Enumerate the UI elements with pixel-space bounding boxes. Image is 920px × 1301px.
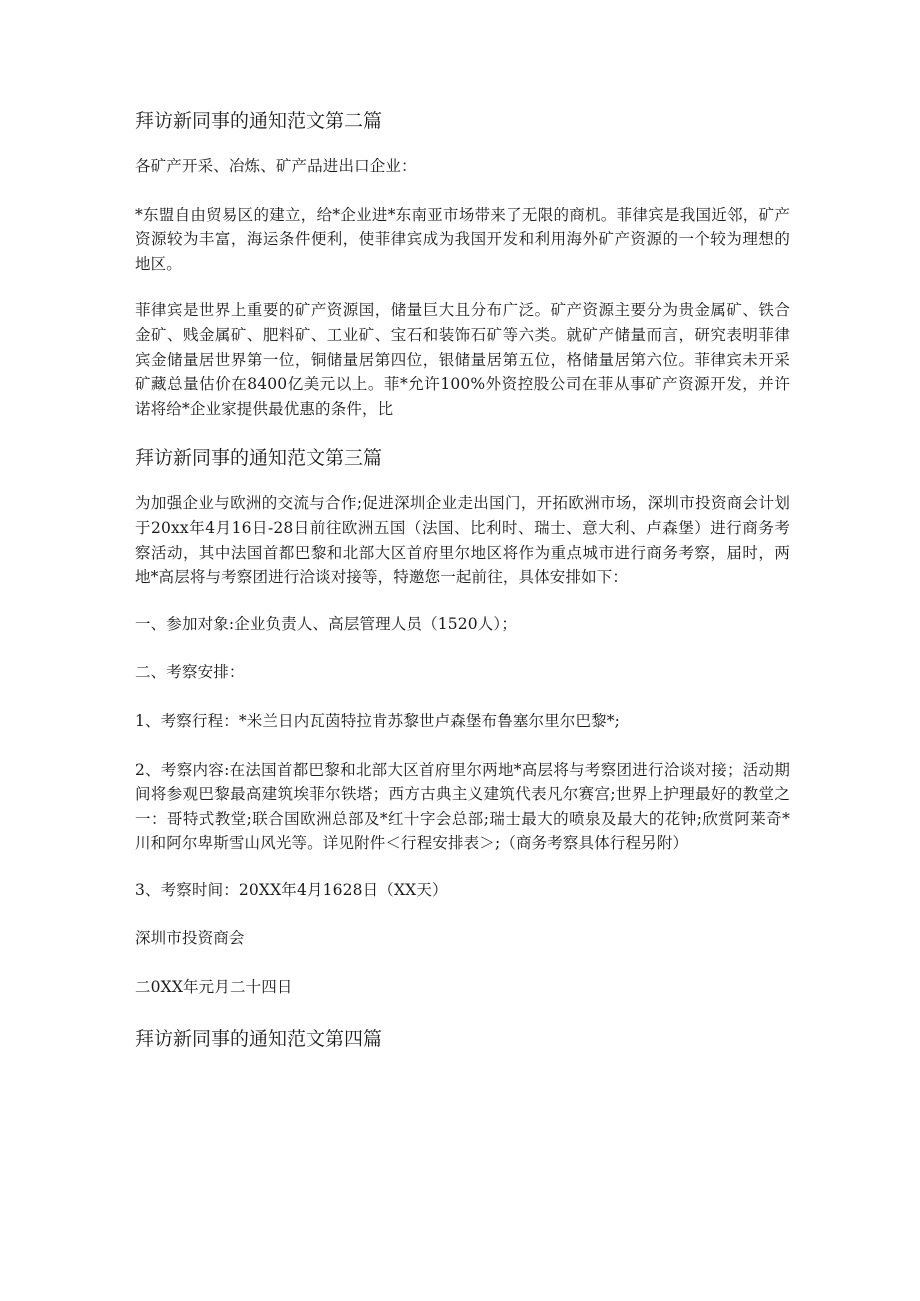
section-heading: 拜访新同事的通知范文第二篇 (135, 110, 383, 132)
list-item: 1、考察行程：*米兰日内瓦茵特拉肯苏黎世卢森堡布鲁塞尔里尔巴黎*; (135, 711, 621, 730)
section-third (135, 443, 790, 999)
document-page (135, 106, 790, 1072)
paragraph: 为加强企业与欧洲的交流与合作;促进深圳企业走出国门，开拓欧洲市场，深圳市投资商会计划于20xx年4月16日-28日前往欧洲五国（法国、比利时、瑞士、意大利、卢森堡）进行商务考察活动，其中法国首都巴黎和北部大区首府里尔地区将作为重点城市进行商务考察，届时，两地*高层将与考察团进行洽谈对接等，特邀您一起前往，具体安排如下： (135, 494, 790, 587)
section-heading: 拜访新同事的通知范文第三篇 (135, 447, 383, 470)
signature-date: 二0XX年元月二十四日 (135, 978, 293, 997)
list-item: 二、考察安排： (135, 663, 245, 682)
signature-org: 深圳市投资商会 (135, 929, 245, 948)
list-item: 2、考察内容:在法国首都巴黎和北部大区首府里尔两地*高层将与考察团进行洽谈对接；活动期间将参观巴黎最高建筑埃菲尔铁塔；西方古典主义建筑代表凡尔赛宫;世界上护理最好的教堂之一：哥特式教堂;联合国欧洲总部及*红十字会总部;瑞士最大的喷泉及最大的花钟;欣赏阿莱奇*川和阿尔卑斯雪山风光等。详见附件＜行程安排表＞;（商务考察具体行程另附） (135, 760, 790, 853)
section-fourth (135, 1024, 790, 1054)
salutation: 各矿产开采、冶炼、矿产品进出口企业： (135, 157, 417, 175)
paragraph: *东盟自由贸易区的建立，给*企业进*东南亚市场带来了无限的商机。菲律宾是我国近邻，矿产资源较为丰富，海运条件便利，使菲律宾成为我国开发和利用海外矿产资源的一个较为理想的地区。 (135, 205, 790, 273)
paragraph: 菲律宾是世界上重要的矿产资源国，储量巨大且分布广泛。矿产资源主要分为贵金属矿、铁合金矿、贱金属矿、肥料矿、工业矿、宝石和装饰石矿等六类。就矿产储量而言，研究表明菲律宾金储量居世界第一位，铜储量居第四位，银储量居第五位，格储量居第六位。菲律宾未开采矿藏总量估价在8400亿美元以上。菲*允许100%外资控股公司在菲从事矿产资源开发，并许诺将给*企业家提供最优惠的条件，比 (135, 301, 790, 418)
section-heading: 拜访新同事的通知范文第四篇 (135, 1027, 383, 1050)
section-second (135, 106, 790, 421)
list-item: 一、参加对象:企业负责人、高层管理人员（1520人）； (135, 614, 517, 633)
list-item: 3、考察时间：20XX年4月1628日（XX天） (135, 880, 448, 899)
